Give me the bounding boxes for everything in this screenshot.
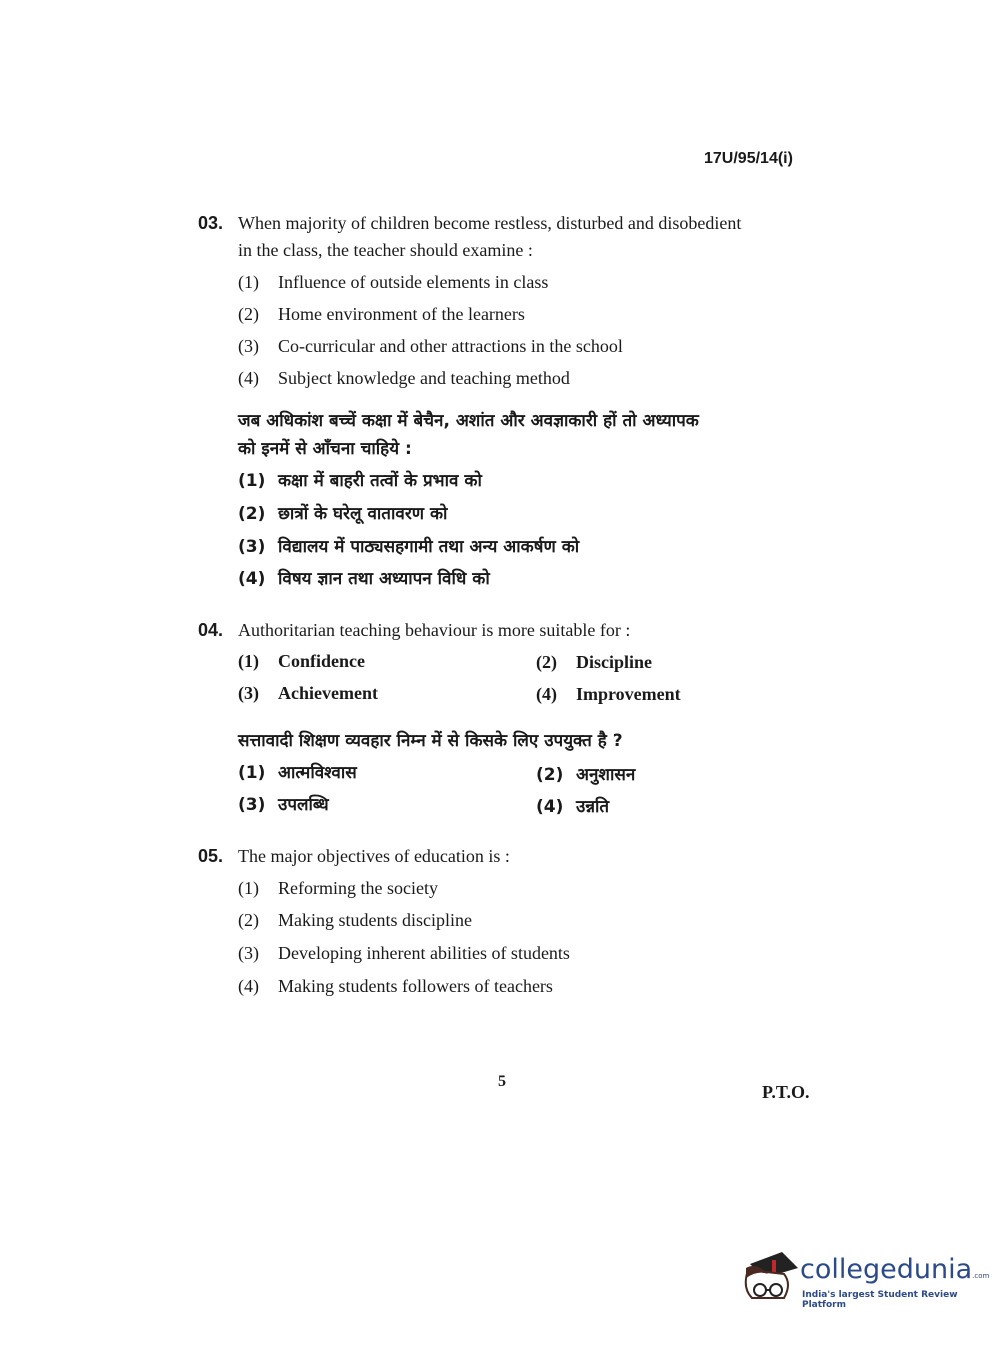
option: (1) Reforming the society	[238, 878, 438, 898]
question-04-hindi: सत्तावादी शिक्षण व्यवहार निम्न में से किसके लिए उपयुक्त है ?	[238, 731, 623, 751]
option-hindi: (2) छात्रों के घरेलू वातावरण को	[238, 504, 448, 524]
question-03-hindi: जब अधिकांश बच्चें कक्षा में बेचैन, अशांत और अवज्ञाकारी हों तो अध्यापक	[238, 411, 699, 431]
question-05: 05. The major objectives of education is :	[198, 846, 510, 866]
paper-code: 17U/95/14(i)	[704, 150, 793, 167]
page-number: 5	[498, 1073, 506, 1090]
pto-label: P.T.O.	[762, 1082, 810, 1102]
option: (1) Confidence	[238, 651, 365, 671]
option: (2) Discipline	[536, 652, 653, 672]
option: (2) Making students discipline	[238, 910, 472, 930]
option-hindi: (1) आत्मविश्वास	[238, 763, 357, 783]
option-hindi: (1) कक्षा में बाहरी तत्वों के प्रभाव को	[238, 471, 482, 491]
option-hindi: (3) विद्यालय में पाठ्यसहगामी तथा अन्य आकर्षण को	[238, 537, 580, 557]
mascot-icon	[742, 1248, 800, 1312]
question-03-hindi-cont: को इनमें से आँचना चाहिये :	[238, 439, 412, 459]
brand-tagline: India's largest Student Review Platform	[802, 1290, 958, 1310]
collegedunia-logo	[742, 1248, 990, 1312]
option-hindi: (2) अनुशासन	[536, 765, 636, 785]
option: (3) Co-curricular and other attractions in the school	[238, 336, 623, 356]
option: (4) Making students followers of teachers	[238, 976, 553, 996]
brand-name: collegedunia.com	[800, 1254, 990, 1285]
option: (3) Achievement	[238, 683, 378, 703]
question-04: 04. Authoritarian teaching behaviour is more suitable for :	[198, 620, 631, 640]
option: (4) Improvement	[536, 684, 681, 704]
question-03: 03. When majority of children become restless, disturbed and disobedient	[198, 213, 742, 233]
option-hindi: (3) उपलब्धि	[238, 795, 329, 815]
option: (4) Subject knowledge and teaching method	[238, 368, 570, 388]
option-hindi: (4) विषय ज्ञान तथा अध्यापन विधि को	[238, 569, 490, 589]
option: (1) Influence of outside elements in class	[238, 272, 549, 292]
option-hindi: (4) उन्नति	[536, 797, 610, 817]
option: (3) Developing inherent abilities of students	[238, 943, 570, 963]
option: (2) Home environment of the learners	[238, 304, 525, 324]
question-03-cont: in the class, the teacher should examine :	[238, 240, 533, 260]
